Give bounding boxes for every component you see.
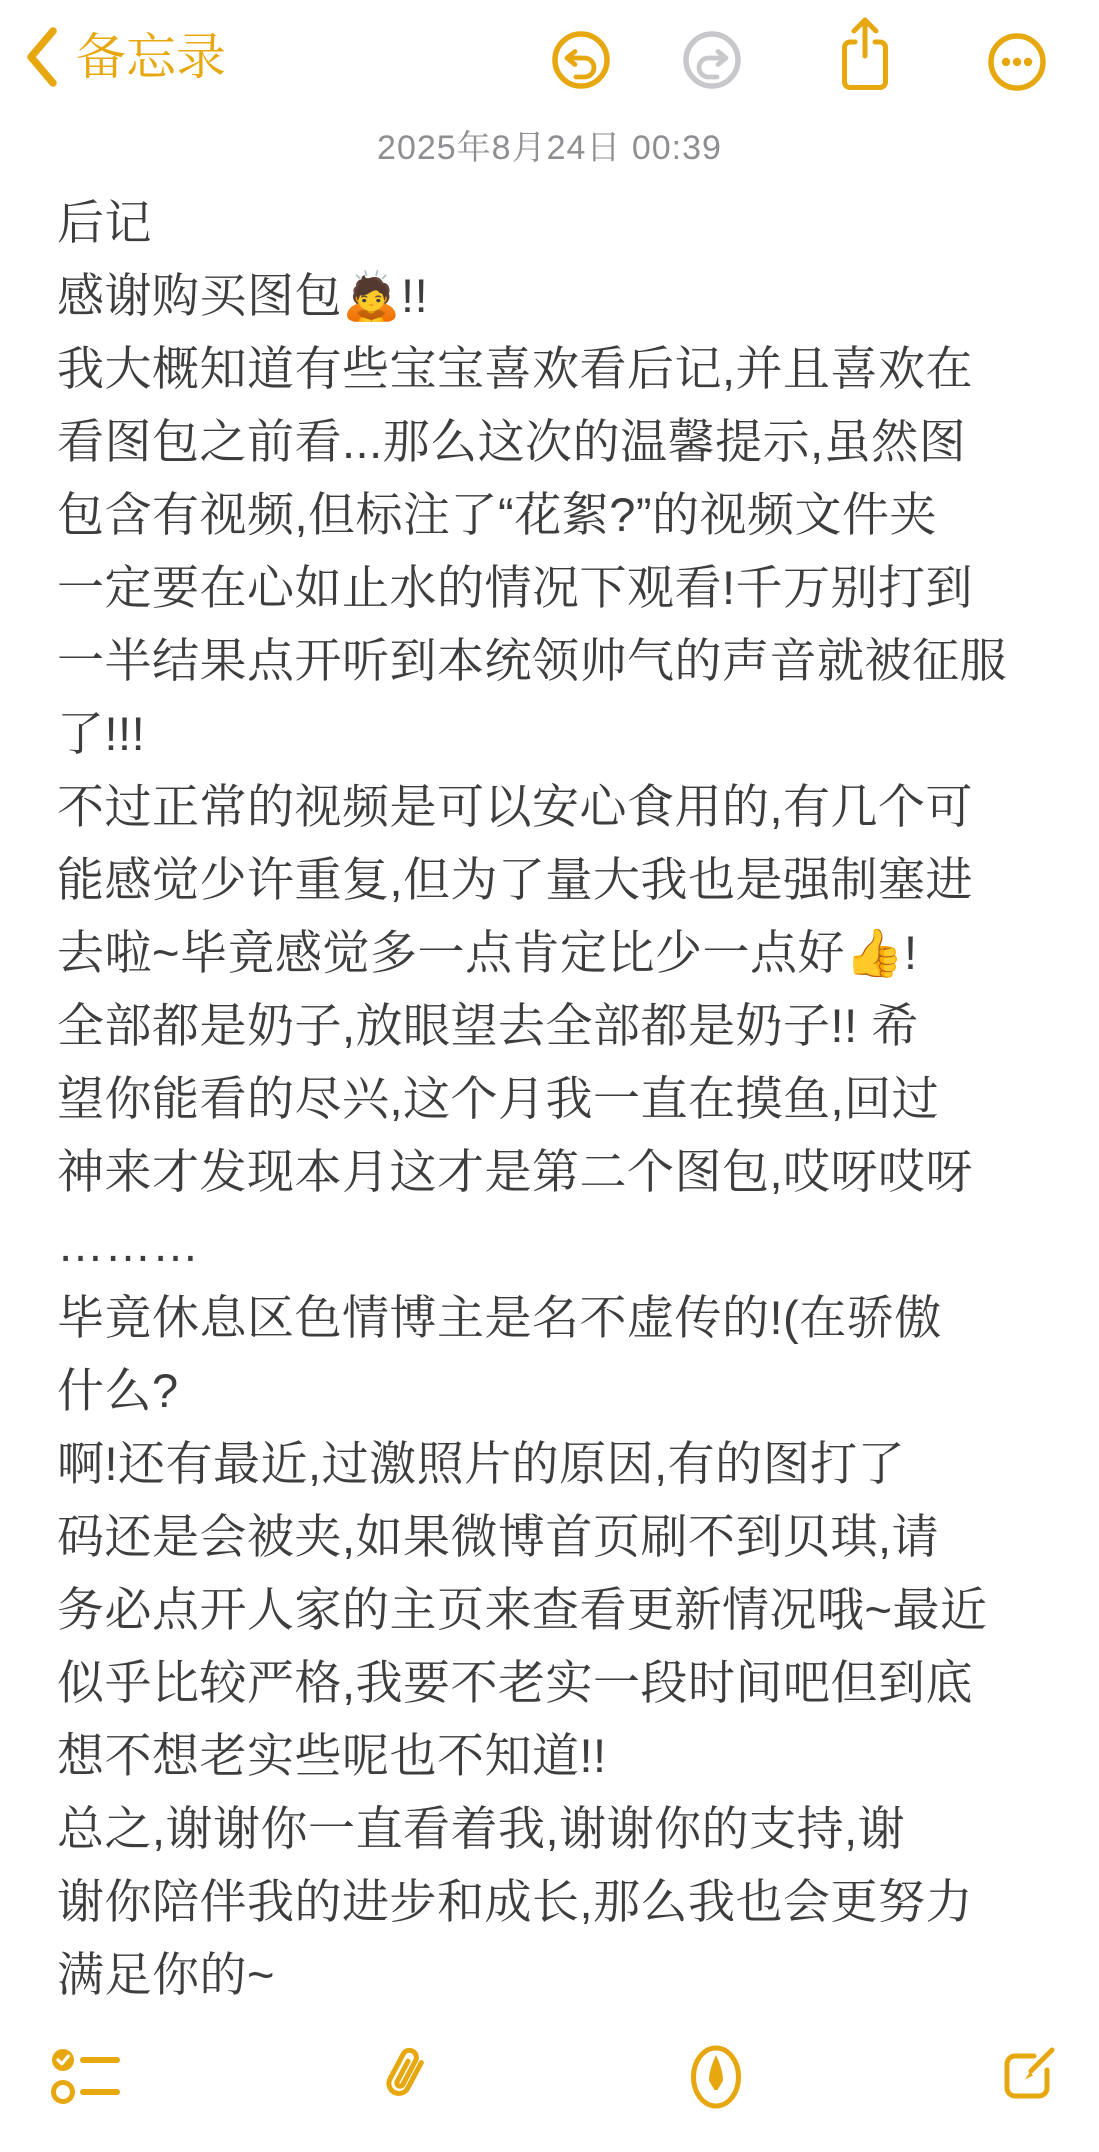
undo-button[interactable] bbox=[549, 28, 613, 92]
note-line[interactable]: 了!!! bbox=[57, 707, 146, 760]
note-line[interactable]: 啊!还有最近,过激照片的原因,有的图打了 bbox=[57, 1437, 906, 1490]
paperclip-icon bbox=[368, 2040, 440, 2112]
note-line[interactable]: 包含有视频,但标注了“花絮?”的视频文件夹 bbox=[57, 488, 937, 541]
note-line[interactable]: 满足你的~ bbox=[57, 1948, 275, 2001]
redo-arrow-icon bbox=[680, 28, 744, 92]
note-line[interactable]: 似乎比较严格,我要不老实一段时间吧但到底 bbox=[57, 1656, 974, 1709]
note-line[interactable]: 一半结果点开听到本统领帅气的声音就被征服 bbox=[57, 634, 1007, 687]
share-button[interactable] bbox=[833, 14, 897, 94]
undo-arrow-icon bbox=[549, 28, 613, 92]
note-line[interactable]: 总之,谢谢你一直看着我,谢谢你的支持,谢 bbox=[57, 1802, 906, 1855]
note-line[interactable]: 感谢购买图包🙇!! bbox=[57, 269, 429, 322]
note-line[interactable]: 谢你陪伴我的进步和成长,那么我也会更努力 bbox=[57, 1875, 974, 1928]
note-line[interactable]: 望你能看的尽兴,这个月我一直在摸鱼,回过 bbox=[57, 1072, 940, 1125]
note-line[interactable]: 能感觉少许重复,但为了量大我也是强制塞进 bbox=[57, 853, 974, 906]
compose-button[interactable] bbox=[992, 2040, 1064, 2112]
note-line[interactable]: 码还是会被夹,如果微博首页刷不到贝琪,请 bbox=[57, 1510, 940, 1563]
share-icon bbox=[833, 14, 897, 94]
more-options-button[interactable] bbox=[985, 30, 1049, 94]
back-button-label: 备忘录 bbox=[76, 29, 226, 85]
note-line[interactable]: 全部都是奶子,放眼望去全部都是奶子!! 希 bbox=[57, 999, 919, 1052]
note-line[interactable]: 务必点开人家的主页来查看更新情况哦~最近 bbox=[57, 1583, 988, 1636]
bottom-toolbar bbox=[0, 2028, 1099, 2152]
note-line[interactable]: 毕竟休息区色情博主是名不虚传的!(在骄傲 bbox=[57, 1291, 942, 1344]
checklist-button[interactable] bbox=[49, 2040, 121, 2112]
markup-pen-icon bbox=[680, 2040, 752, 2112]
redo-button[interactable] bbox=[680, 28, 744, 92]
markup-button[interactable] bbox=[680, 2040, 752, 2112]
note-line[interactable]: 后记 bbox=[57, 196, 152, 249]
note-line[interactable]: 不过正常的视频是可以安心食用的,有几个可 bbox=[57, 780, 974, 833]
note-date: 2025年8月24日 00:39 bbox=[377, 129, 722, 167]
note-line[interactable]: 去啦~毕竟感觉多一点肯定比少一点好👍! bbox=[57, 926, 918, 979]
attachment-button[interactable] bbox=[368, 2040, 440, 2112]
note-line[interactable]: 想不想老实些呢也不知道!! bbox=[57, 1729, 607, 1782]
note-line[interactable]: ……… bbox=[57, 1218, 200, 1271]
note-line[interactable]: 神来才发现本月这才是第二个图包,哎呀哎呀 bbox=[57, 1145, 974, 1198]
note-line[interactable]: 一定要在心如止水的情况下观看!千万别打到 bbox=[57, 561, 974, 614]
note-line[interactable]: 看图包之前看...那么这次的温馨提示,虽然图 bbox=[57, 415, 967, 468]
checklist-icon bbox=[49, 2040, 121, 2112]
compose-icon bbox=[992, 2040, 1064, 2112]
back-button[interactable] bbox=[24, 24, 226, 90]
note-body[interactable] bbox=[57, 186, 1052, 2011]
header bbox=[0, 0, 1099, 120]
note-line[interactable]: 我大概知道有些宝宝喜欢看后记,并且喜欢在 bbox=[57, 342, 974, 395]
ellipsis-circle-icon bbox=[985, 30, 1049, 94]
chevron-left-icon bbox=[24, 26, 60, 88]
note-line[interactable]: 什么? bbox=[57, 1364, 179, 1417]
